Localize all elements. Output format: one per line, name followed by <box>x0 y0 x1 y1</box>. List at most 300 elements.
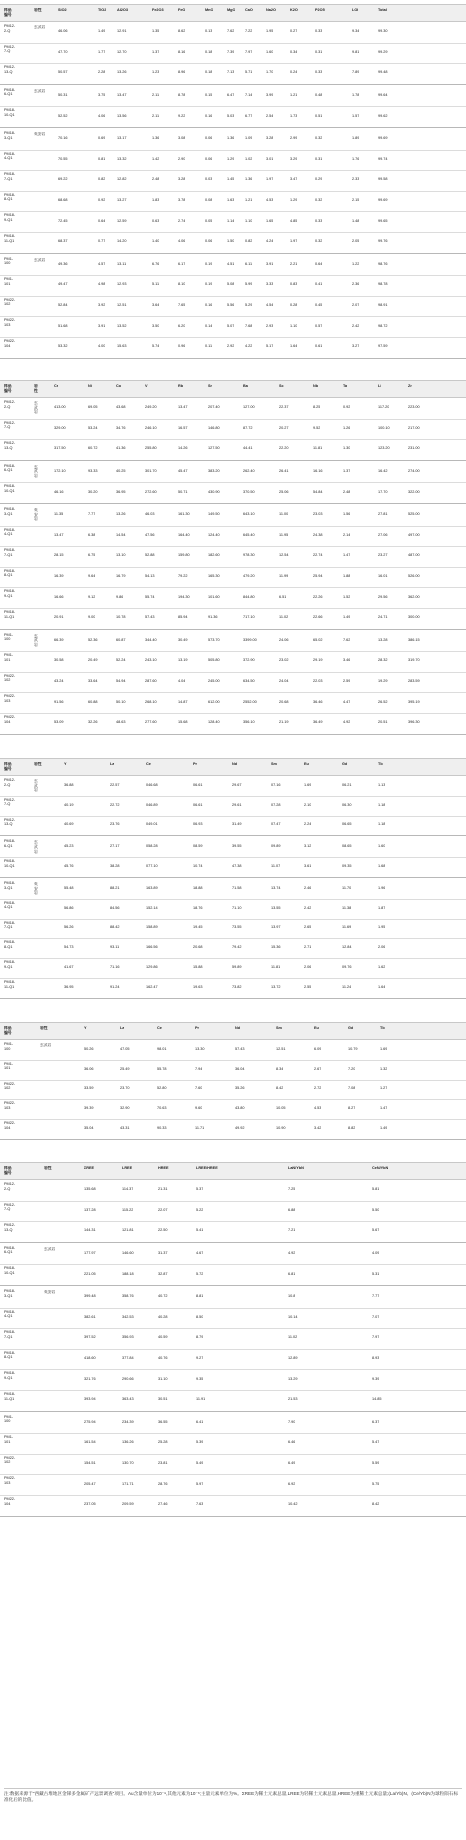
value-cell: 1.22 <box>352 261 360 266</box>
column-header: Eu <box>314 1026 319 1030</box>
value-cell: 20.27 <box>279 425 289 430</box>
value-cell: 2.74 <box>178 218 186 223</box>
value-cell: 46.06 <box>58 29 68 34</box>
value-cell: 0.32 <box>315 198 323 203</box>
value-cell: 93.33 <box>88 469 98 474</box>
value-cell: 978.30 <box>243 553 255 558</box>
value-cell: 20.68 <box>279 699 289 704</box>
sample-id-cell: PM18- 10-Q1 <box>4 484 16 493</box>
value-cell: 6.46 <box>288 1440 296 1445</box>
value-cell: 363.43 <box>122 1397 134 1402</box>
sample-id-cell: PM12- 2-Q <box>4 1182 16 1191</box>
value-cell: 1.49 <box>343 615 351 620</box>
value-cell: 54.13 <box>145 574 155 579</box>
value-cell: 0.64 <box>98 218 106 223</box>
value-cell: 0.81 <box>98 156 106 161</box>
value-cell: 0.61 <box>315 344 323 349</box>
value-cell: 152.14 <box>146 905 158 910</box>
sample-id-cell: PM18- 4-Q1 <box>4 900 16 910</box>
value-cell: 16.57 <box>178 425 188 430</box>
value-cell: 5.74 <box>152 344 160 349</box>
value-cell: 30.58 <box>54 658 64 663</box>
column-header: TiO2 <box>98 8 107 12</box>
rock-type-cell: 英安岩 <box>44 1290 56 1294</box>
value-cell: 1.09 <box>245 136 253 141</box>
value-cell: 8.16 <box>178 49 186 54</box>
value-cell: 39.55 <box>232 844 242 849</box>
value-cell: 8.93 <box>372 1356 380 1361</box>
value-cell: 9.60 <box>195 1106 203 1111</box>
table-header <box>0 758 466 776</box>
value-cell: 4.92 <box>343 720 351 725</box>
table-row <box>0 526 466 547</box>
value-cell: 27.06 <box>378 532 388 537</box>
value-cell: 0.24 <box>290 70 298 75</box>
group-divider <box>0 1139 466 1140</box>
value-cell: 52.52 <box>58 113 68 118</box>
column-header: Sc <box>279 384 284 388</box>
value-cell: 0.32 <box>315 136 323 141</box>
value-cell: 6.17 <box>178 261 186 266</box>
sample-id-cell: PM18- 3-Q1 <box>4 507 16 516</box>
value-cell: 430.90 <box>208 489 220 494</box>
value-cell: 223.00 <box>408 405 420 410</box>
value-cell: 058.28 <box>146 844 158 849</box>
value-cell: 07.16 <box>271 782 281 787</box>
value-cell: 99.29 <box>378 49 388 54</box>
sample-id-cell: PM18- 11-Q1 <box>4 980 16 989</box>
value-cell: 4.98 <box>98 282 106 287</box>
value-cell: 13.26 <box>116 512 126 517</box>
value-cell: 5.99 <box>245 282 253 287</box>
sample-id-cell: PM1- 100 <box>4 1414 14 1424</box>
value-cell: 393.94 <box>84 1397 96 1402</box>
value-cell: 4.04 <box>178 679 186 684</box>
sample-id-cell: PM18- 6-Q1 <box>4 839 16 848</box>
value-cell: 36.55 <box>158 1419 168 1424</box>
table-row <box>0 879 466 899</box>
value-cell: 136.26 <box>122 1440 134 1445</box>
value-cell: 243.10 <box>145 658 157 663</box>
value-cell: 88.21 <box>110 885 120 890</box>
value-cell: 41.36 <box>116 446 126 451</box>
value-cell: 6.51 <box>279 594 287 599</box>
value-cell: 1.23 <box>152 70 160 75</box>
value-cell: 487.00 <box>408 553 420 558</box>
table-row <box>0 857 466 877</box>
value-cell: 1.60 <box>378 844 386 849</box>
value-cell: 79.42 <box>232 945 242 950</box>
value-cell: 10.79 <box>348 1046 358 1051</box>
value-cell: 3.28 <box>266 136 274 141</box>
value-cell: 5.75 <box>372 1481 380 1486</box>
sample-id-cell: PM1- 101 <box>4 1435 14 1444</box>
value-cell: 50.71 <box>178 489 188 494</box>
value-cell: 1.95 <box>266 29 274 34</box>
value-cell: 68.37 <box>58 239 68 244</box>
value-cell: 49.47 <box>58 282 68 287</box>
table-row <box>0 1119 466 1139</box>
value-cell: 9.34 <box>352 29 360 34</box>
value-cell: 71.16 <box>110 965 120 970</box>
value-cell: 50.10 <box>116 699 126 704</box>
value-cell: 0.05 <box>205 218 213 223</box>
rock-type-cell: 玄 武 岩 <box>34 464 38 478</box>
value-cell: 98.91 <box>378 303 388 308</box>
value-cell: 3.91 <box>98 323 106 328</box>
value-cell: 2.90 <box>178 156 186 161</box>
group-divider <box>0 998 466 999</box>
value-cell: 1.49 <box>98 29 106 34</box>
value-cell: 7.39 <box>227 49 235 54</box>
value-cell: 35.26 <box>235 1086 245 1091</box>
value-cell: 6.92 <box>288 1481 296 1486</box>
value-cell: 525.00 <box>408 512 420 517</box>
value-cell: 3.99 <box>266 93 274 98</box>
value-cell: 87.72 <box>243 425 253 430</box>
value-cell: 1.64 <box>378 984 386 989</box>
value-cell: 5.29 <box>245 303 253 308</box>
value-cell: 1.10 <box>245 218 253 223</box>
value-cell: 10.78 <box>116 615 126 620</box>
column-header: CeN/YbN <box>372 1166 389 1170</box>
value-cell: 40.76 <box>158 1356 168 1361</box>
value-cell: 47.38 <box>232 864 242 869</box>
group-divider <box>0 629 466 630</box>
value-cell: 1.47 <box>343 553 351 558</box>
value-cell: 30.49 <box>178 637 188 642</box>
column-header: 样品 编号 <box>4 762 12 771</box>
value-cell: 162.47 <box>146 984 158 989</box>
value-cell: 28.32 <box>378 658 388 663</box>
value-cell: 11.07 <box>271 864 281 869</box>
column-header: K2O <box>290 8 298 12</box>
value-cell: 40.69 <box>64 822 74 827</box>
column-header: 岩性 <box>40 1026 48 1030</box>
value-cell: 2.06 <box>378 945 386 950</box>
value-cell: 1.36 <box>245 177 253 182</box>
value-cell: 0.28 <box>290 303 298 308</box>
table-row <box>0 22 466 43</box>
value-cell: 4.06 <box>178 239 186 244</box>
value-cell: 49.36 <box>58 261 68 266</box>
value-cell: 47.05 <box>120 1046 130 1051</box>
value-cell: 7.62 <box>227 29 235 34</box>
column-header: Li <box>378 384 382 388</box>
table-row <box>0 1201 466 1222</box>
sample-id-cell: PM18- 10-Q1 <box>4 108 16 117</box>
value-cell: 09.76 <box>342 965 352 970</box>
sample-id-cell: PM18- 9-Q1 <box>4 960 16 969</box>
table-row <box>0 275 466 296</box>
value-cell: 1.68 <box>378 864 386 869</box>
sample-id-cell: PM18- 10-Q1 <box>4 1266 16 1275</box>
value-cell: 3.42 <box>314 1126 322 1131</box>
value-cell: 13.47 <box>117 93 127 98</box>
value-cell: 0.48 <box>315 93 323 98</box>
value-cell: 0.82 <box>245 239 253 244</box>
value-cell: 53.09 <box>54 720 64 725</box>
value-cell: 06.61 <box>193 802 203 807</box>
value-cell: 163.89 <box>146 885 158 890</box>
value-cell: 0.32 <box>315 239 323 244</box>
value-cell: 1.50 <box>227 239 235 244</box>
rock-type-cell: 玄 武 岩 <box>34 779 38 793</box>
value-cell: 69.22 <box>58 177 68 182</box>
column-header: P2O5 <box>315 8 325 12</box>
value-cell: 51.68 <box>58 323 68 328</box>
column-header: LaN/YbN <box>288 1166 304 1170</box>
table-row <box>0 1264 466 1285</box>
value-cell: 23.27 <box>378 553 388 558</box>
value-cell: 50.57 <box>58 70 68 75</box>
value-cell: 11.99 <box>279 574 289 579</box>
column-header: V <box>145 384 148 388</box>
table-row <box>0 296 466 317</box>
table-row <box>0 919 466 939</box>
value-cell: 046.89 <box>146 802 158 807</box>
value-cell: 98.76 <box>378 261 388 266</box>
value-cell: 1.95 <box>378 925 386 930</box>
value-cell: 99.76 <box>378 239 388 244</box>
value-cell: 13.97 <box>271 925 281 930</box>
value-cell: 317.50 <box>54 446 66 451</box>
value-cell: 14.26 <box>178 446 188 451</box>
value-cell: 5.50 <box>372 1207 380 1212</box>
value-cell: 34.76 <box>116 425 126 430</box>
table-row <box>0 1060 466 1080</box>
value-cell: 16.39 <box>54 574 64 579</box>
value-cell: 2.15 <box>352 198 360 203</box>
value-cell: 4.53 <box>314 1106 322 1111</box>
value-cell: 0.08 <box>205 198 213 203</box>
value-cell: 158.89 <box>146 925 158 930</box>
column-header: 岩性 <box>34 762 42 766</box>
table-row <box>0 1413 466 1434</box>
value-cell: 8.42 <box>372 1502 380 1507</box>
value-cell: 0.92 <box>343 405 351 410</box>
value-cell: 3.91 <box>266 261 274 266</box>
value-cell: 5.41 <box>196 1228 204 1233</box>
value-cell: 43.68 <box>116 405 126 410</box>
value-cell: 397.52 <box>84 1335 96 1340</box>
value-cell: 46.03 <box>145 512 155 517</box>
value-cell: 2.42 <box>304 905 312 910</box>
value-cell: 5.67 <box>372 1228 380 1233</box>
value-cell: 370.50 <box>243 489 255 494</box>
sample-id-cell: PM18- 7-Q1 <box>4 1330 16 1339</box>
value-cell: 2.99 <box>290 136 298 141</box>
value-cell: 13.56 <box>117 113 127 118</box>
value-cell: 32.90 <box>120 1106 130 1111</box>
value-cell: 4.51 <box>227 261 235 266</box>
value-cell: 362.00 <box>408 594 420 599</box>
value-cell: 54.84 <box>313 489 323 494</box>
value-cell: 1.57 <box>352 113 360 118</box>
value-cell: 1.21 <box>290 93 298 98</box>
value-cell: 28.15 <box>54 553 64 558</box>
value-cell: 24.71 <box>378 615 388 620</box>
value-cell: 2.36 <box>352 282 360 287</box>
value-cell: 29.56 <box>378 594 388 599</box>
value-cell: 20.68 <box>193 945 203 950</box>
table-row <box>0 567 466 588</box>
value-cell: 1.42 <box>152 156 160 161</box>
value-cell: 6.88 <box>288 1207 296 1212</box>
value-cell: 69.05 <box>88 405 98 410</box>
value-cell: 1.52 <box>343 594 351 599</box>
value-cell: 1.88 <box>343 574 351 579</box>
column-header: CaO <box>245 8 253 12</box>
value-cell: 129.86 <box>146 965 158 970</box>
value-cell: 255.80 <box>145 446 157 451</box>
value-cell: 22.07 <box>158 1207 168 1212</box>
value-cell: 71.10 <box>232 905 242 910</box>
value-cell: 287.60 <box>145 679 157 684</box>
table-header <box>0 380 466 398</box>
column-header: ΣREE <box>84 1166 95 1170</box>
value-cell: 19.45 <box>193 925 203 930</box>
value-cell: 046.68 <box>146 782 158 787</box>
value-cell: 47.70 <box>58 49 68 54</box>
value-cell: 4.06 <box>98 113 106 118</box>
value-cell: 21.31 <box>158 1187 168 1192</box>
rock-type-cell: 玄 武 岩 <box>34 633 38 647</box>
value-cell: 2.48 <box>152 177 160 182</box>
value-cell: 12.70 <box>117 49 127 54</box>
value-cell: 98.72 <box>378 323 388 328</box>
rock-type-cell: 英 安 岩 <box>34 882 38 896</box>
value-cell: 5.03 <box>227 113 235 118</box>
value-cell: 137.28 <box>84 1207 96 1212</box>
table-row <box>0 1099 466 1119</box>
rock-type-cell: 玄武岩 <box>34 88 46 93</box>
value-cell: 1.60 <box>266 49 274 54</box>
value-cell: 154.51 <box>84 1461 96 1466</box>
sample-id-cell: PM18- 10-Q1 <box>4 859 16 868</box>
value-cell: 130.70 <box>122 1461 134 1466</box>
sample-id-cell: PM18- 4-Q1 <box>4 151 16 161</box>
value-cell: 4.53 <box>266 198 274 203</box>
sample-id-cell: PM18- 9-Q1 <box>4 213 16 222</box>
value-cell: 9.81 <box>352 49 360 54</box>
value-cell: 2.54 <box>266 113 274 118</box>
value-cell: 166.56 <box>146 945 158 950</box>
table-row <box>0 129 466 150</box>
column-header: Total <box>378 8 387 12</box>
value-cell: 10.74 <box>193 864 203 869</box>
value-cell: 1.76 <box>352 156 360 161</box>
table-row <box>0 1495 466 1516</box>
value-cell: 1.36 <box>152 136 160 141</box>
value-cell: 177.97 <box>84 1251 96 1256</box>
value-cell: 7.94 <box>195 1066 203 1071</box>
value-cell: 99.48 <box>378 70 388 75</box>
value-cell: 29.19 <box>313 658 323 663</box>
column-header: Nb <box>313 384 319 388</box>
value-cell: 161.30 <box>178 512 190 517</box>
value-cell: 207.40 <box>208 405 220 410</box>
value-cell: 98.01 <box>157 1046 167 1051</box>
value-cell: 1.26 <box>343 425 351 430</box>
column-header: 样品 编号 <box>4 1026 12 1035</box>
table-row <box>0 191 466 212</box>
value-cell: 7.77 <box>88 512 96 517</box>
table-row <box>0 608 466 629</box>
value-cell: 56.26 <box>64 925 74 930</box>
value-cell: 06.65 <box>342 822 352 827</box>
rock-type-cell: 玄武岩 <box>34 25 46 29</box>
value-cell: 50.26 <box>84 1046 94 1051</box>
value-cell: 8.81 <box>196 1294 204 1299</box>
value-cell: 29.67 <box>232 782 242 787</box>
value-cell: 25.94 <box>313 574 323 579</box>
value-cell: 246.10 <box>145 425 157 430</box>
table-row <box>0 631 466 652</box>
value-cell: 31.49 <box>232 822 242 827</box>
value-cell: 13.29 <box>288 1376 298 1381</box>
value-cell: 2.21 <box>290 261 298 266</box>
value-cell: 3.61 <box>304 864 312 869</box>
value-cell: 2.67 <box>314 1066 322 1071</box>
value-cell: 25.06 <box>279 489 289 494</box>
group-divider <box>0 1411 466 1412</box>
value-cell: 11.69 <box>342 925 352 930</box>
value-cell: 19.63 <box>193 984 203 989</box>
sample-id-cell: PM1- 101 <box>4 653 14 662</box>
value-cell: 159.80 <box>178 553 190 558</box>
value-cell: 52.24 <box>116 658 126 663</box>
value-cell: 127.50 <box>208 446 220 451</box>
value-cell: 7.77 <box>372 1294 380 1299</box>
value-cell: 55.48 <box>64 885 74 890</box>
value-cell: 205.47 <box>84 1481 96 1486</box>
value-cell: 0.63 <box>152 218 160 223</box>
column-header: Gd <box>342 762 348 766</box>
value-cell: 1.96 <box>378 885 386 890</box>
value-cell: 1.78 <box>352 93 360 98</box>
column-header: Nd <box>232 762 238 766</box>
column-header: SiO2 <box>58 8 67 12</box>
value-cell: 395.19 <box>408 699 420 704</box>
value-cell: 0.51 <box>315 113 323 118</box>
column-header: Gd <box>348 1026 354 1030</box>
column-header: Eu <box>304 762 309 766</box>
table-header <box>0 1162 466 1180</box>
value-cell: 2.71 <box>304 945 312 950</box>
group-divider <box>0 253 466 254</box>
value-cell: 99.64 <box>378 93 388 98</box>
sample-id-cell: PM18- 4-Q1 <box>4 1309 16 1319</box>
table-row <box>0 106 466 127</box>
group-divider <box>0 358 466 359</box>
value-cell: 121.81 <box>122 1228 134 1233</box>
value-cell: 0.57 <box>315 323 323 328</box>
value-cell: 164.40 <box>178 532 190 537</box>
value-cell: 12.51 <box>117 303 127 308</box>
value-cell: 7.14 <box>245 93 253 98</box>
value-cell: 7.60 <box>195 1086 203 1091</box>
value-cell: 73.82 <box>232 984 242 989</box>
sample-id-cell: PM18- 4-Q1 <box>4 527 16 537</box>
value-cell: 59.89 <box>232 965 242 970</box>
table-row <box>0 86 466 107</box>
value-cell: 23.70 <box>120 1086 130 1091</box>
value-cell: 301.70 <box>145 469 157 474</box>
value-cell: 146.60 <box>122 1251 134 1256</box>
value-cell: 274.00 <box>408 469 420 474</box>
value-cell: 22.66 <box>313 615 323 620</box>
